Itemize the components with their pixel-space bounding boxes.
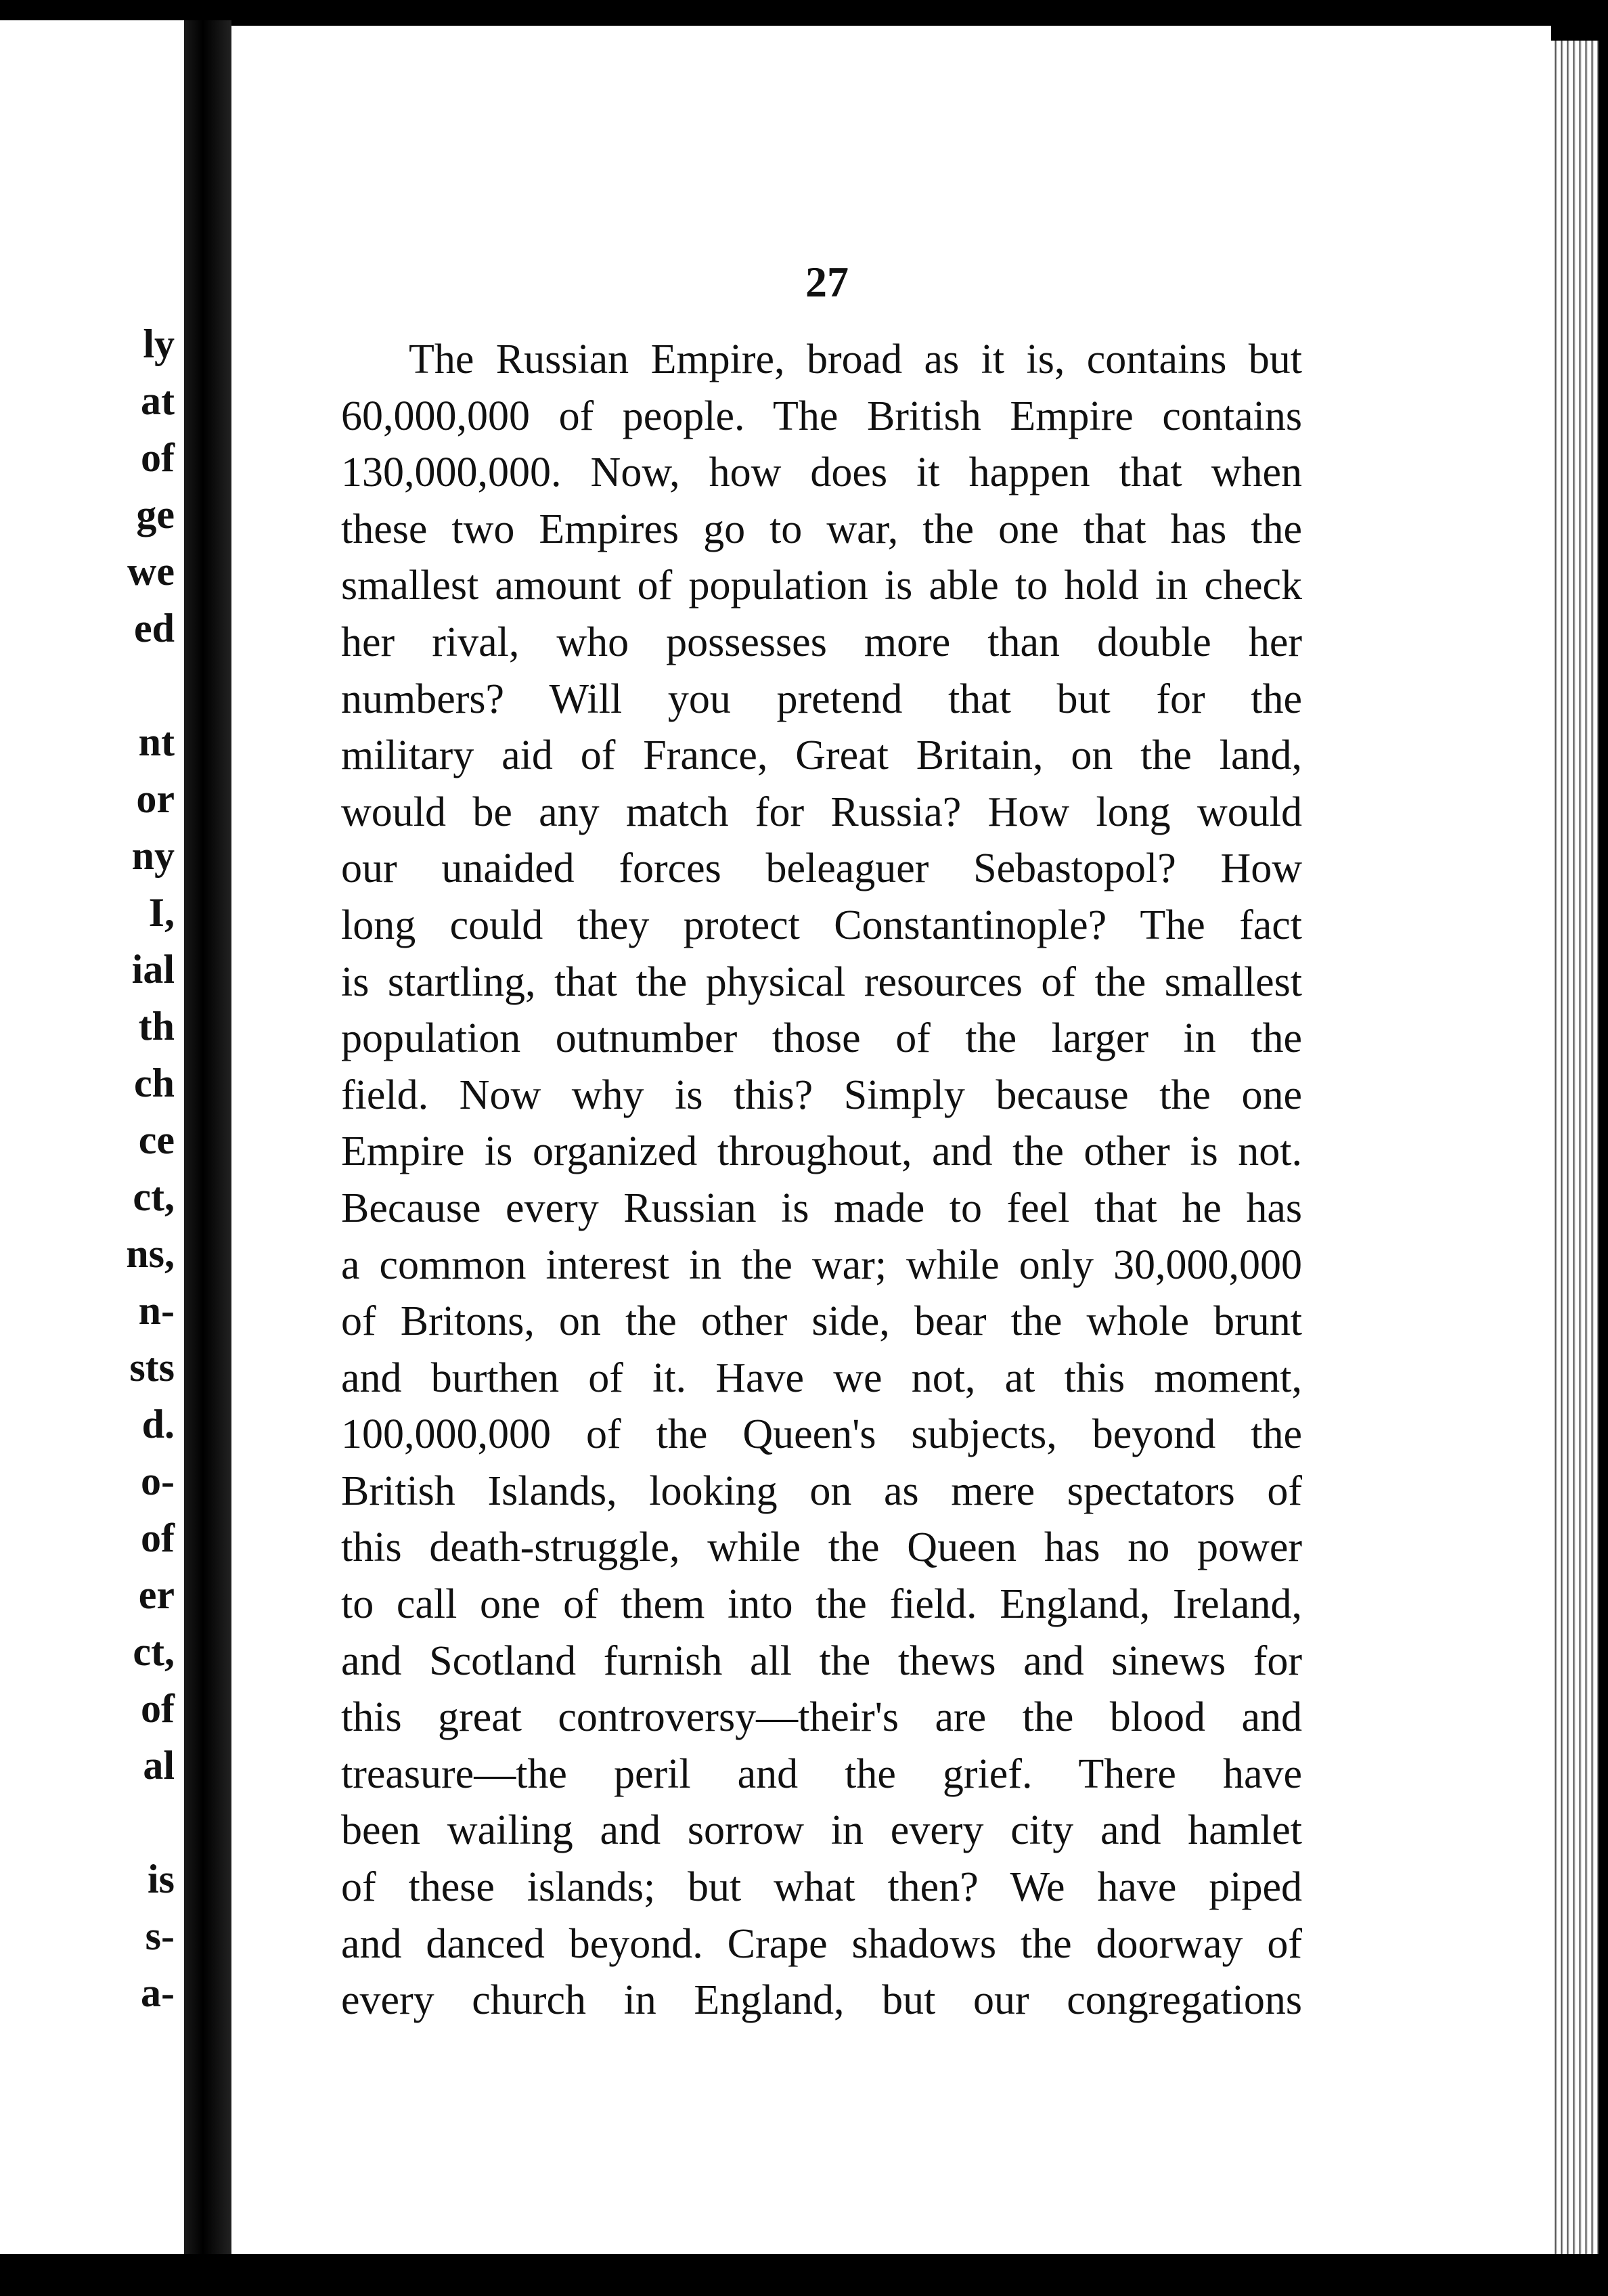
left-page-fragment: at xyxy=(141,378,175,423)
page-fore-edge xyxy=(1551,41,1599,2254)
left-page-fragment: th xyxy=(138,1004,175,1048)
body-text xyxy=(341,332,1302,2029)
text-line: British Islands, looking on as mere spectators of xyxy=(341,1467,1302,1514)
left-page-fragment: ial xyxy=(131,947,175,992)
book-gutter xyxy=(184,20,231,2254)
text-line: of Britons, on the other side, bear the whole brunt xyxy=(341,1298,1302,1345)
left-page-fragment: ed xyxy=(134,606,175,650)
left-page-fragment: sts xyxy=(129,1345,175,1390)
left-page-fragment: d. xyxy=(141,1402,175,1447)
left-page-fragment: er xyxy=(138,1572,175,1617)
left-page-fragment: of xyxy=(141,435,175,480)
text-line: field. Now why is this? Simply because the one xyxy=(341,1072,1302,1118)
page-number: 27 xyxy=(805,258,849,306)
left-page-fragment: n- xyxy=(138,1288,175,1333)
left-page-fragment: ly xyxy=(143,322,175,366)
text-line: Because every Russian is made to feel that he has xyxy=(341,1185,1302,1231)
text-line: military aid of France, Great Britain, on the land, xyxy=(341,732,1302,779)
left-page-fragment: of xyxy=(141,1686,175,1731)
text-line: The Russian Empire, broad as it is, contains but xyxy=(409,336,1302,382)
left-page-fragment: ct, xyxy=(133,1629,175,1674)
text-line: would be any match for Russia? How long would xyxy=(341,789,1302,835)
text-line: this death-struggle, while the Queen has no power xyxy=(341,1524,1302,1571)
left-page-fragment: ct, xyxy=(133,1174,175,1219)
text-line: and burthen of it. Have we not, at this moment, xyxy=(341,1354,1302,1401)
text-line: been wailing and sorrow in every city and hamlet xyxy=(341,1807,1302,1854)
left-page-fragment: I, xyxy=(148,890,175,935)
left-page-fragment: o- xyxy=(141,1459,175,1503)
text-line: 130,000,000. Now, how does it happen that when xyxy=(341,449,1302,496)
left-page-fragment: ce xyxy=(138,1118,175,1162)
left-page-fragment: ge xyxy=(136,492,175,537)
left-page-fragment: is xyxy=(147,1857,175,1901)
left-page-fragment: ns, xyxy=(126,1231,175,1276)
left-page-fragment: we xyxy=(127,549,175,594)
text-line: of these islands; but what then? We have piped xyxy=(341,1864,1302,1911)
text-line: is startling, that the physical resources of the smallest xyxy=(341,958,1302,1005)
text-line: 60,000,000 of people. The British Empire contains xyxy=(341,393,1302,439)
text-line: her rival, who possesses more than double her xyxy=(341,619,1302,665)
left-page-fragment: nt xyxy=(138,720,175,764)
left-page-fragment: ny xyxy=(131,833,175,878)
text-line: this great controversy—their's are the blood and xyxy=(341,1694,1302,1741)
text-line: smallest amount of population is able to hold in check xyxy=(341,562,1302,609)
left-facing-page xyxy=(0,20,184,2254)
text-line: these two Empires go to war, the one that has the xyxy=(341,506,1302,552)
left-page-fragment: al xyxy=(143,1743,175,1788)
left-page-fragment: a- xyxy=(141,1970,175,2015)
left-page-fragment: ch xyxy=(134,1061,175,1105)
text-line: every church in England, but our congregations xyxy=(341,1977,1302,2024)
text-line: to call one of them into the field. England, Ireland, xyxy=(341,1581,1302,1628)
text-line: a common interest in the war; while only 30,000,000 xyxy=(341,1241,1302,1288)
text-line: long could they protect Constantinople? The fact xyxy=(341,902,1302,948)
text-line: treasure—the peril and the grief. There have xyxy=(341,1750,1302,1797)
text-line: our unaided forces beleaguer Sebastopol? How xyxy=(341,845,1302,892)
text-line: and Scotland furnish all the thews and sinews for xyxy=(341,1637,1302,1684)
left-page-fragment: or xyxy=(136,776,175,821)
text-line: numbers? Will you pretend that but for the xyxy=(341,676,1302,722)
left-page-fragment: s- xyxy=(145,1914,175,1958)
text-line: and danced beyond. Crape shadows the doorway of xyxy=(341,1920,1302,1967)
text-line: Empire is organized throughout, and the other is not. xyxy=(341,1128,1302,1175)
text-line: population outnumber those of the larger in the xyxy=(341,1015,1302,1062)
left-page-fragment: of xyxy=(141,1516,175,1560)
text-line: 100,000,000 of the Queen's subjects, beyond the xyxy=(341,1411,1302,1458)
